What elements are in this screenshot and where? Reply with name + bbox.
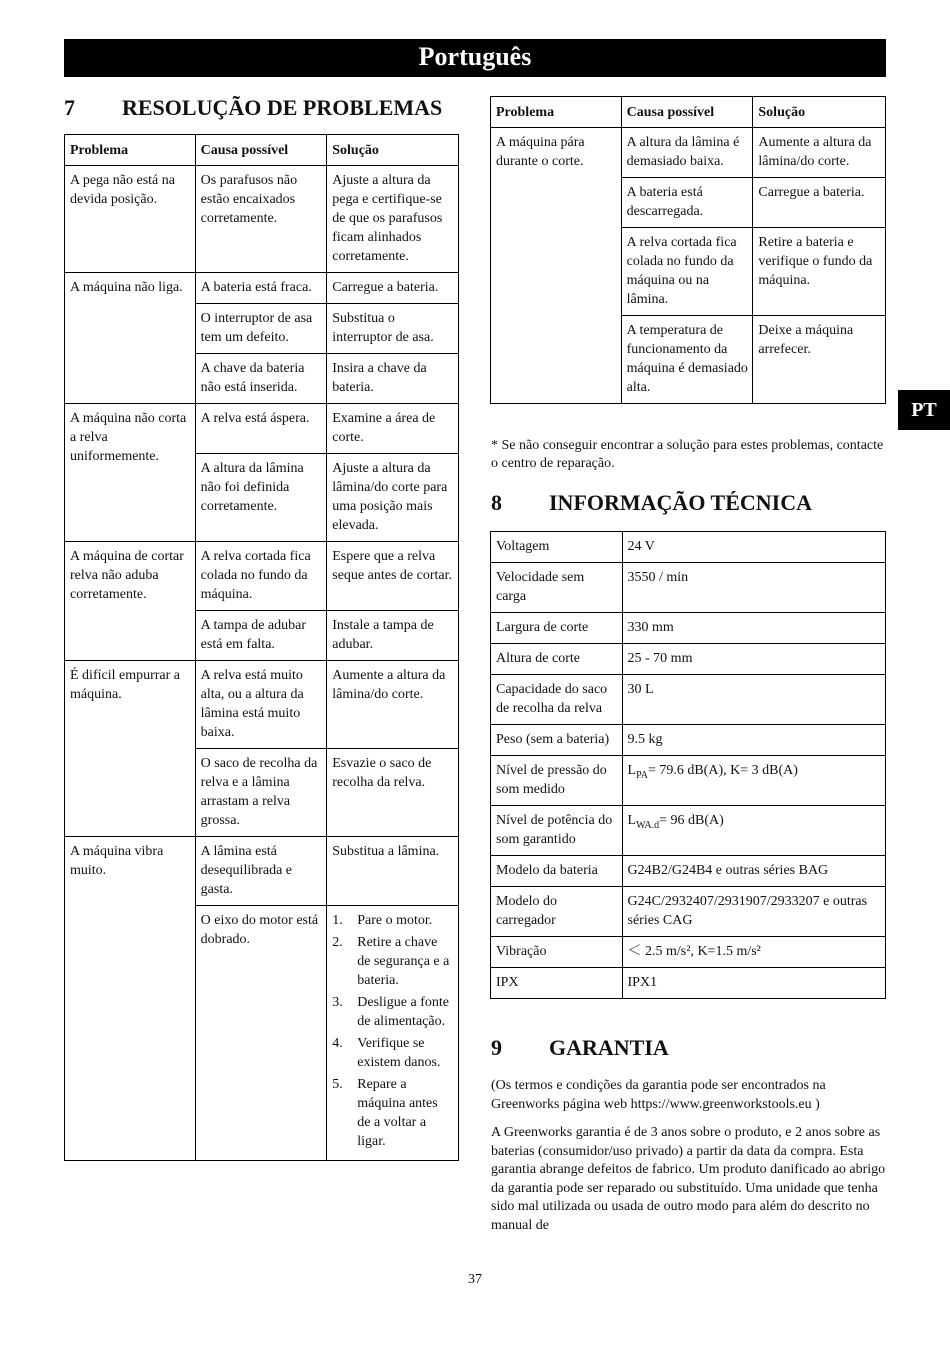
table-row <box>491 806 886 856</box>
spec-value: G24C/2932407/2931907/2933207 e outras séries CAG <box>622 887 885 937</box>
page-number: 37 <box>468 1272 482 1287</box>
table-row <box>491 532 886 563</box>
problem-cell: É difícil empurrar a máquina. <box>65 661 196 837</box>
solution-cell <box>327 906 459 1161</box>
table-row <box>491 887 886 937</box>
table-row <box>491 613 886 644</box>
solution-cell: Substitua a lâmina. <box>327 837 459 906</box>
cause-cell: O saco de recolha da relva e a lâmina arrastam a relva grossa. <box>195 749 327 837</box>
solution-cell: Deixe a máquina arrefecer. <box>753 316 886 404</box>
step-text: Pare o motor. <box>357 913 433 928</box>
table-row <box>65 166 459 273</box>
language-banner: Português <box>64 39 886 77</box>
spec-label: Modelo da bateria <box>491 856 623 887</box>
solution-cell: Carregue a bateria. <box>753 178 886 228</box>
table-row <box>491 937 886 968</box>
solution-cell: Espere que a relva seque antes de cortar. <box>327 542 459 611</box>
section-7-heading <box>64 95 442 121</box>
list-item: 4. Verifique se existem danos. <box>332 1034 454 1072</box>
section-title: RESOLUÇÃO DE PROBLEMAS <box>122 95 443 120</box>
table-row <box>491 675 886 725</box>
solution-cell: Carregue a bateria. <box>327 273 459 304</box>
table-header-row <box>491 97 886 128</box>
cause-cell: A altura da lâmina não foi definida corretamente. <box>195 454 327 542</box>
spec-label: Voltagem <box>491 532 623 563</box>
spec-value: 3550 / min <box>622 563 885 613</box>
table-row <box>491 644 886 675</box>
section-number: 9 <box>491 1035 502 1060</box>
header-problem: Problema <box>491 97 622 128</box>
table-row <box>491 725 886 756</box>
table-header-row <box>65 135 459 166</box>
solution-cell: Retire a bateria e verifique o fundo da máquina. <box>753 228 886 316</box>
table-row <box>65 404 459 454</box>
value-text: = 79.6 dB(A), K= 3 dB(A) <box>647 763 798 778</box>
problem-cell: A máquina vibra muito. <box>65 837 196 1161</box>
solution-cell: Ajuste a altura da lâmina/do corte para uma posição mais elevada. <box>327 454 459 542</box>
solution-cell: Substitua o interruptor de asa. <box>327 304 459 354</box>
spec-label: IPX <box>491 968 623 999</box>
spec-value: G24B2/G24B4 e outras séries BAG <box>622 856 885 887</box>
problem-cell: A pega não está na devida posição. <box>65 166 196 273</box>
list-item: 3. Desligue a fonte de alimentação. <box>332 993 454 1031</box>
technical-data-table <box>490 531 886 999</box>
table-row <box>491 968 886 999</box>
section-title: INFORMAÇÃO TÉCNICA <box>549 490 812 515</box>
troubleshooting-table-right <box>490 96 886 404</box>
cause-cell: A relva está áspera. <box>195 404 327 454</box>
section-9-heading <box>491 1035 669 1061</box>
solution-cell: Instale a tampa de adubar. <box>327 611 459 661</box>
spec-value: 330 mm <box>622 613 885 644</box>
problem-cell: A máquina pára durante o corte. <box>491 128 622 404</box>
section-number: 8 <box>491 490 502 515</box>
spec-value: 24 V <box>622 532 885 563</box>
cause-cell: A relva cortada fica colada no fundo da máquina. <box>195 542 327 611</box>
language-side-tab: PT <box>898 390 950 430</box>
spec-label: Vibração <box>491 937 623 968</box>
cause-cell: O eixo do motor está dobrado. <box>195 906 327 1161</box>
repair-steps-list <box>332 911 454 1151</box>
symbol-subscript: PA <box>636 769 648 781</box>
header-problem: Problema <box>65 135 196 166</box>
solution-cell: Aumente a altura da lâmina/do corte. <box>327 661 459 749</box>
solution-cell: Aumente a altura da lâmina/do corte. <box>753 128 886 178</box>
cause-cell: A relva cortada fica colada no fundo da máquina ou na lâmina. <box>621 228 753 316</box>
section-number: 7 <box>64 95 75 120</box>
cause-cell: A tampa de adubar está em falta. <box>195 611 327 661</box>
header-solution: Solução <box>753 97 886 128</box>
cause-cell: A bateria está fraca. <box>195 273 327 304</box>
solution-cell: Ajuste a altura da pega e certifique-se de que os parafusos ficam alinhados corretamente. <box>327 166 459 273</box>
table-row <box>491 756 886 806</box>
cause-cell: A chave da bateria não está inserida. <box>195 354 327 404</box>
symbol: L <box>627 813 637 828</box>
cause-cell: Os parafusos não estão encaixados corretamente. <box>195 166 327 273</box>
spec-label: Modelo do carregador <box>491 887 623 937</box>
cause-cell: A altura da lâmina é demasiado baixa. <box>621 128 753 178</box>
spec-label: Largura de corte <box>491 613 623 644</box>
troubleshooting-table-left <box>64 134 459 1161</box>
cause-cell: A bateria está descarregada. <box>621 178 753 228</box>
symbol-subscript: WA.d <box>636 819 660 831</box>
spec-label: Velocidade sem carga <box>491 563 623 613</box>
spec-label: Capacidade do saco de recolha da relva <box>491 675 623 725</box>
cause-cell: A relva está muito alta, ou a altura da lâmina está muito baixa. <box>195 661 327 749</box>
value-text: = 96 dB(A) <box>659 813 724 828</box>
section-8-heading <box>491 490 812 516</box>
step-text: Repare a máquina antes de a voltar a ligar. <box>357 1077 438 1149</box>
spec-value <box>622 756 885 806</box>
table-row <box>491 856 886 887</box>
spec-label: Altura de corte <box>491 644 623 675</box>
table-row <box>65 273 459 304</box>
solution-cell: Insira a chave da bateria. <box>327 354 459 404</box>
step-text: Desligue a fonte de alimentação. <box>357 995 449 1029</box>
header-cause: Causa possível <box>621 97 753 128</box>
list-item: 1. Pare o motor. <box>332 913 433 928</box>
cause-cell: A temperatura de funcionamento da máquina é demasiado alta. <box>621 316 753 404</box>
section-title: GARANTIA <box>549 1035 669 1060</box>
spec-value: IPX1 <box>622 968 885 999</box>
spec-label: Nível de pressão do som medido <box>491 756 623 806</box>
spec-value: 30 L <box>622 675 885 725</box>
step-text: Retire a chave de segurança e a bateria. <box>357 935 450 988</box>
problem-cell: A máquina não liga. <box>65 273 196 404</box>
spec-value: 9.5 kg <box>622 725 885 756</box>
header-solution: Solução <box>327 135 459 166</box>
spec-label: Nível de potência do som garantido <box>491 806 623 856</box>
symbol: L <box>627 763 637 778</box>
table-row <box>65 661 459 749</box>
list-item: 5. Repare a máquina antes de a voltar a ligar. <box>332 1075 454 1151</box>
warranty-paragraph: A Greenworks garantia é de 3 anos sobre o produto, e 2 anos sobre as baterias (consumidor/uso privado) a partir da data da compra. Esta garantia abrange defeitos de fabrico. Um produto danificado ao abrigo da garantia pode ser reparado ou substituído. Uma unidade que tenha sido mal utilizada ou usada de outro modo para além do descrito no manual de <box>491 1125 886 1233</box>
table-row <box>491 563 886 613</box>
solution-cell: Esvazie o saco de recolha da relva. <box>327 749 459 837</box>
step-text: Verifique se existem danos. <box>357 1036 441 1070</box>
table-row <box>65 542 459 611</box>
list-item: 2. Retire a chave de segurança e a bateria. <box>332 933 454 990</box>
table-row <box>491 128 886 178</box>
cause-cell: A lâmina está desequilibrada e gasta. <box>195 837 327 906</box>
problem-cell: A máquina de cortar relva não aduba corretamente. <box>65 542 196 661</box>
spec-value: 25 - 70 mm <box>622 644 885 675</box>
spec-value <box>622 806 885 856</box>
header-cause: Causa possível <box>195 135 327 166</box>
spec-value: ＜ 2.5 m/s², K=1.5 m/s² <box>622 937 885 968</box>
warranty-terms-paragraph: (Os termos e condições da garantia pode ser encontrados na Greenworks página web https://www.greenworkstools.eu ) <box>491 1078 826 1112</box>
problem-cell: A máquina não corta a relva uniformemente. <box>65 404 196 542</box>
footnote: * Se não conseguir encontrar a solução para estes problemas, contacte o centro de reparação. <box>491 438 884 471</box>
cause-cell: O interruptor de asa tem um defeito. <box>195 304 327 354</box>
spec-label: Peso (sem a bateria) <box>491 725 623 756</box>
table-row <box>65 837 459 906</box>
solution-cell: Examine a área de corte. <box>327 404 459 454</box>
